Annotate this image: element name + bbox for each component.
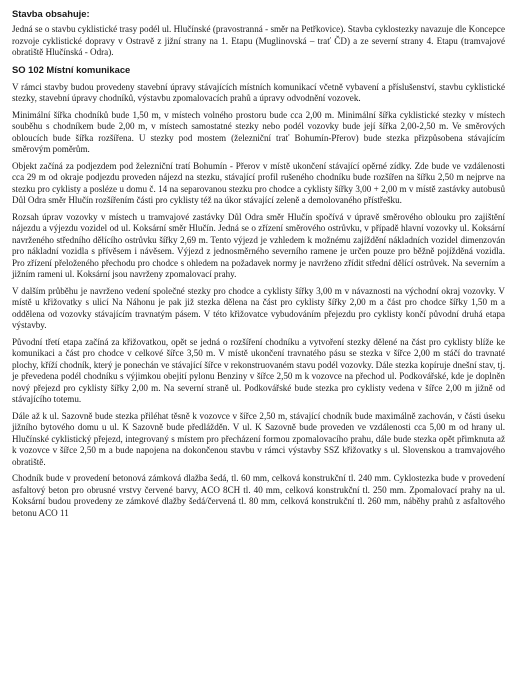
paragraph-8: Chodník bude v provedení betonová zámková dlažba šedá, tl. 60 mm, celková konstrukční tl. 240 mm. Cyklostezka bude v provedení asfaltový beton pro obrusné vrstvy červené barvy, ACO 8CH tl. 40 mm, celková konstrukční tl. 250 mm. Zpomalovací prahy na ul. Koksární budou provedeny ze zámkové dlažby šedá/červená tl. 80 mm, celková konstrukční tl. 260 mm, náběhy prahů z asfaltového betonu ACO 11: [12, 473, 505, 518]
paragraph-6: Původní třetí etapa začíná za křižovatkou, opět se jedná o rozšíření chodníku a vytvoření stezky dělené na část pro cyklisty blíže ke komunikaci a část pro chodce v celkové šířce 3,50 m. V místě ukončení travnatého pásu se stezka v šířce 2,00 m stáčí do travnaté plochy, kříží chodník, který je ponechán ve stávající šířce v rekonstruovaném stavu podél vozovky. Dále stezka kopíruje dnešní stav, tj. je převedena podél chodníku s výjimkou obejití pylonu Benziny v šířce 2,50 m k vozovce na přechod ul. Podkovářské, kde je doplněn nový přejezd pro cyklisty šířky 2,00 m. Na severní straně ul. Podkovářské bude stezka pro cyklisty vedena v šířce 2,00 m jižně od stávajícího totemu.: [12, 336, 505, 404]
paragraph-3: Objekt začíná za podjezdem pod železniční tratí Bohumín - Přerov v místě ukončení stávající opěrné zídky. Zde bude ve vzdálenosti cca 29 m od okraje podjezdu proveden nájezd na stezku, stávající profil rušeného chodníku bude rozšířen na šířku 2,50 m nejprve na stezku pro cyklisty a posléze u domu č. 14 na separovanou stezku pro chodce a cyklisty šířky 3,00 + 2,00 m v místě zastávky autobusů Důl Odra směr Hlučín rozšířením části pro cyklisty též na úkor stávající zeleně a demolovaného přístřešku.: [12, 160, 505, 205]
section-title: SO 102 Místní komunikace: [12, 63, 131, 75]
paragraph-2: Minimální šířka chodníků bude 1,50 m, v místech volného prostoru bude cca 2,00 m. Minimální šířka cyklistické stezky v místech souběhu s chodníkem bude 2,00 m, v místech samostatné stezky nebo podél vozovky bude její šířka 2,00-2,50 m. Ve směrových obloucích bude šířka rozšířena. U stezky pod mostem (železniční trať Bohumín-Přerov) bude stezka přizpůsobena stávajícím směrovým poměrům.: [12, 109, 505, 154]
paragraph-7: Dále až k ul. Sazovně bude stezka přiléhat těsně k vozovce v šířce 2,50 m, stávající chodník bude maximálně zachován, v části úseku jižního bytového domu u ul. K Sazovně bude předlážděn. V ul. K Sazovně bude proveden ve vzdálenosti cca 5,00 m od hrany ul. Hlučínské cyklistický přejezd, integrovaný s místem pro přecházení formou zpomalovacího prahu, dále bude stezka opět přimknuta až k vozovce v šířce 2,50 m a bude napojena na dokončenou stavbu v rámci výstavby SSZ křižovatky s ul. Slovenskou a tramvajového obratiště.: [12, 410, 505, 467]
heading-stavba-obsahuje: Stavba obsahuje:: [12, 8, 90, 19]
intro-paragraph: Jedná se o stavbu cyklistické trasy podél ul. Hlučínské (pravostranná - směr na Petřkovice). Stavba cyklostezky navazuje dle Koncepce rozvoje cyklistické dopravy v Ostravě z jižní strany na 1. Etapu (Muglinovská – trať ČD) a ze severní strany 4. Etapu (tramvajové obratiště Hlučínská - Odra).: [12, 24, 505, 57]
paragraph-4: Rozsah úprav vozovky v místech u tramvajové zastávky Důl Odra směr Hlučín spočívá v úpravě směrového oblouku pro zajištění nájezdu a výjezdu vozidel od ul. Koksární směr Hlučín. Jedná se o zřízení směrového ostrůvku, v případě hlavní vozovky ul. Koksární navrženého středního dělícího ostrůvku šířky 2,69 m. Tento výjezd je vzhledem k možnému zajíždění nákladních vozidel dimenzován pro nákladní vozidla s přívěsem i návěsem. Výjezd z jednosměrného severního ramene je určen pouze pro běžně pojížděná vozidla. Pro zřízení přeloženého přechodu pro chodce s ohledem na požadavek normy je navrženo zřídit střední dělící ostrůvek. Na severním a jižním rameni ul. Koksární jsou navrženy zpomalovací prahy.: [12, 211, 505, 279]
paragraph-5: V dalším průběhu je navrženo vedení společné stezky pro chodce a cyklisty šířky 3,00 m v návaznosti na východní okraj vozovky. V místě u křižovatky s ulicí Na Náhonu je pak již stezka dělena na část pro cyklisty šířky 2,00 m a část pro chodce šířky 1,50 m a oddělena od vozovky stávajícím travnatým pásem. V této křižovatce vybudováním přejezdu pro cyklisty končí původní druhá etapa výstavby.: [12, 285, 505, 330]
paragraph-1: V rámci stavby budou provedeny stavební úpravy stávajících místních komunikací včetně vybavení a příslušenství, stavbu cyklistické stezky, stavební úpravy chodníků, výstavbu zpomalovacích prahů a úpravy odvodnění vozovek.: [12, 81, 505, 103]
